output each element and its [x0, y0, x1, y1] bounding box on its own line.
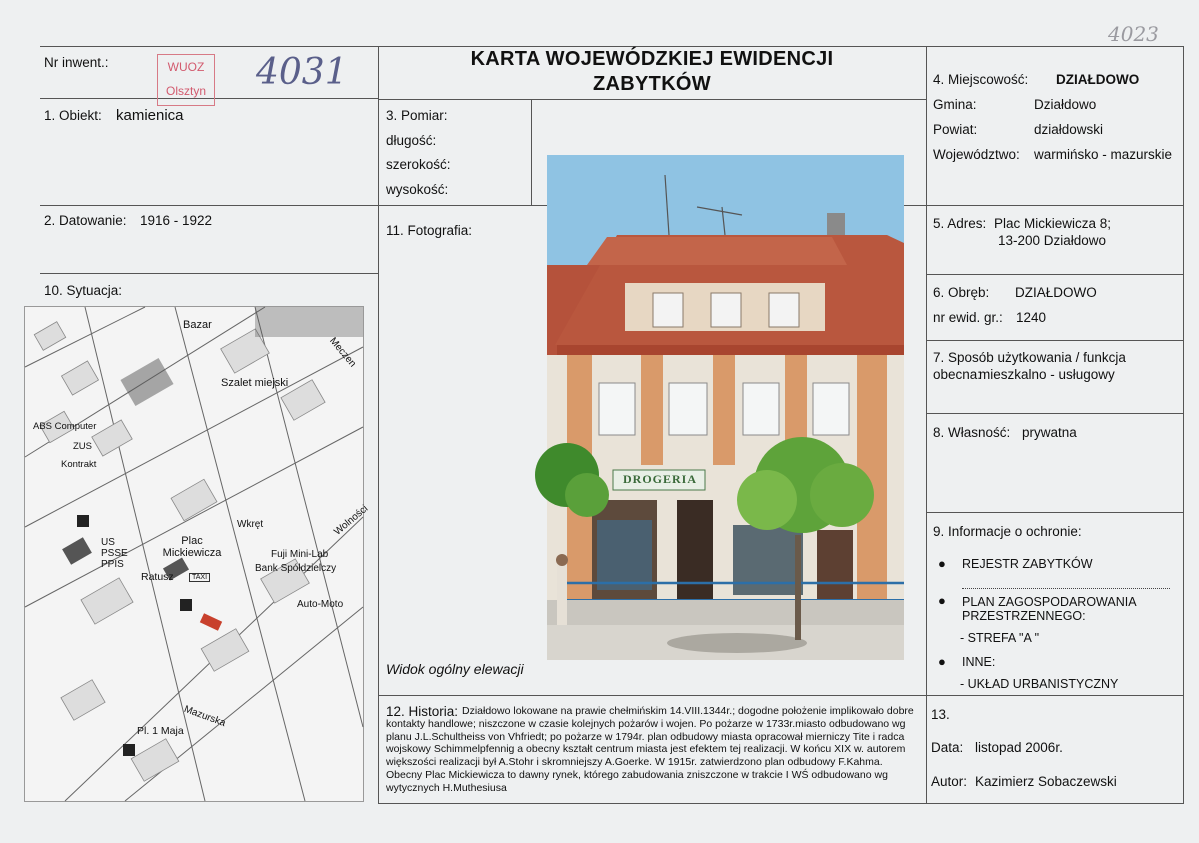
date-label: Data:	[931, 740, 964, 755]
ownership-value: prywatna	[1022, 425, 1077, 440]
building-photo	[547, 155, 904, 660]
inventory-label: Nr inwent.:	[44, 55, 109, 70]
address-line1: Plac Mickiewicza 8;	[994, 216, 1112, 231]
map-label-bank: Bank Spółdzielczy	[255, 563, 337, 574]
bullet-icon: ●	[938, 556, 946, 571]
precinct-label: 6. Obręb:	[933, 285, 990, 300]
rule	[40, 273, 378, 274]
map-label-fujimini: Fuji Mini-Lab	[271, 549, 329, 560]
woj-label: Województwo:	[933, 147, 1020, 162]
history-text: Działdowo lokowane na prawie chełmińskim 14.VIII.1344r.; dogodne położenie implikowało dobre kontakty handlowe; niszczone w czasie kolejnych pożarów i wojen. Po pożarze w 1733r.miasto odbudowano wg planu J.L.Schultheiss von Vhfriedt; po pożarze w 1794r. plan odbudowy miasta opracował mierniczy Tite i radca wojskowy Schimmelpfennig a obecny kształt centrum miasta jest efektem tej realizacji. W końcu XIX w. autorem większości realizacji był A.Stohr i skromniejszy A.Goerke. W 1915r. zatwierdzono plan odbudowy F.Kahma. Obecny Plac Mickiewicza to dawny rynek, którego zabudowania zniszczone w trakcie I WŚ odbudowano wg wytycznych H.Muthesiusa	[386, 705, 914, 794]
map-label-ratusz: Ratusz	[141, 571, 174, 583]
map-label-mecze: Meczen	[327, 335, 358, 370]
dotted-rule	[962, 588, 1170, 589]
photo-label: 11. Fotografia:	[386, 223, 473, 238]
card-title: KARTA WOJEWÓDZKIEJ EWIDENCJI ZABYTKÓW	[470, 48, 834, 95]
precinct-value: DZIAŁDOWO	[1015, 285, 1097, 300]
bullet-icon: ●	[938, 654, 946, 669]
location-label: 4. Miejscowość:	[933, 72, 1029, 87]
stamp-line2: Olsztyn	[165, 84, 206, 98]
powiat-value: działdowski	[1034, 122, 1104, 137]
map-label-mazurska: Mazurska	[182, 703, 227, 730]
map-label-kontrakt: Kontrakt	[61, 459, 97, 470]
map-label-pl1maja: Pl. 1 Maja	[137, 725, 184, 737]
usage-label: 7. Sposób użytkowania / funkcja	[933, 350, 1126, 365]
object-label: 1. Obiekt:	[44, 108, 102, 123]
map-label-usp: US PSSE PPIS	[101, 537, 128, 570]
usage-current: mieszkalno - usługowy	[979, 367, 1115, 382]
location-value: DZIAŁDOWO	[1056, 72, 1140, 87]
height-label: wysokość:	[386, 182, 449, 197]
rule	[926, 512, 1183, 513]
width-label: szerokość:	[386, 157, 451, 172]
object-value: kamienica	[116, 107, 184, 124]
dating-label: 2. Datowanie:	[44, 213, 127, 228]
rule	[926, 46, 927, 804]
map-label-auto: Auto-Moto	[297, 599, 344, 610]
author-label: Autor:	[931, 774, 968, 789]
gmina-label: Gmina:	[933, 97, 977, 112]
length-label: długość:	[386, 133, 437, 148]
corner-number: 4023	[1108, 22, 1159, 46]
map-label-sklep: Wkręt	[237, 519, 264, 530]
address-label: 5. Adres:	[933, 216, 987, 231]
rule	[378, 99, 926, 100]
bullet-icon: ●	[938, 593, 946, 608]
map-label-abs: ABS Computer	[33, 421, 97, 432]
powiat-label: Powiat:	[933, 122, 978, 137]
rule	[1183, 46, 1184, 804]
protection-item2-sub: - STREFA "A "	[960, 631, 1040, 645]
plot-value: 1240	[1016, 310, 1047, 325]
protection-label: 9. Informacje o ochronie:	[933, 524, 1082, 539]
gmina-value: Działdowo	[1034, 97, 1097, 112]
situation-label: 10. Sytuacja:	[44, 283, 123, 298]
usage-current-label: obecna:	[933, 367, 982, 382]
rule	[926, 340, 1183, 341]
protection-item3: INNE:	[962, 655, 996, 669]
stamp-line1: WUOZ	[167, 60, 205, 74]
map-label-bazar: Bazar	[183, 319, 212, 331]
rule	[926, 413, 1183, 414]
dating-value: 1916 - 1922	[140, 213, 213, 228]
plot-label: nr ewid. gr.:	[933, 310, 1003, 325]
author-value: Kazimierz Sobaczewski	[975, 774, 1117, 789]
map-label-taxi: TAXI	[189, 573, 210, 582]
protection-item2: PLAN ZAGOSPODAROWANIA PRZESTRZENNEGO:	[962, 595, 1136, 623]
date-value: listopad 2006r.	[975, 740, 1063, 755]
protection-item3-sub: - UKŁAD URBANISTYCZNY	[960, 677, 1119, 691]
box13-label: 13.	[931, 707, 950, 722]
rule	[378, 803, 1183, 804]
photo-caption: Widok ogólny elewacji	[386, 661, 524, 677]
map-label-wolnosci: Wolności	[332, 503, 371, 538]
situation-map	[24, 306, 371, 802]
ownership-label: 8. Własność:	[933, 425, 1011, 440]
rule	[926, 274, 1183, 275]
rule	[378, 46, 379, 804]
wuoz-stamp	[157, 54, 215, 106]
map-label-zus: ZUS	[73, 441, 92, 452]
rule	[378, 695, 1183, 696]
map-label-plac: Plac Mickiewicza	[162, 535, 222, 559]
measure-label: 3. Pomiar:	[386, 108, 448, 123]
rule	[531, 99, 532, 206]
drogeria-sign: DROGERIA	[622, 472, 697, 486]
map-label-szalet: Szalet miejski	[221, 377, 289, 389]
protection-item1: REJESTR ZABYTKÓW	[962, 557, 1093, 571]
inventory-number: 4031	[256, 52, 348, 93]
address-line2: 13-200 Działdowo	[998, 233, 1107, 248]
woj-value: warmińsko - mazurskie	[1034, 147, 1173, 162]
history-label: 12. Historia:	[386, 704, 459, 719]
